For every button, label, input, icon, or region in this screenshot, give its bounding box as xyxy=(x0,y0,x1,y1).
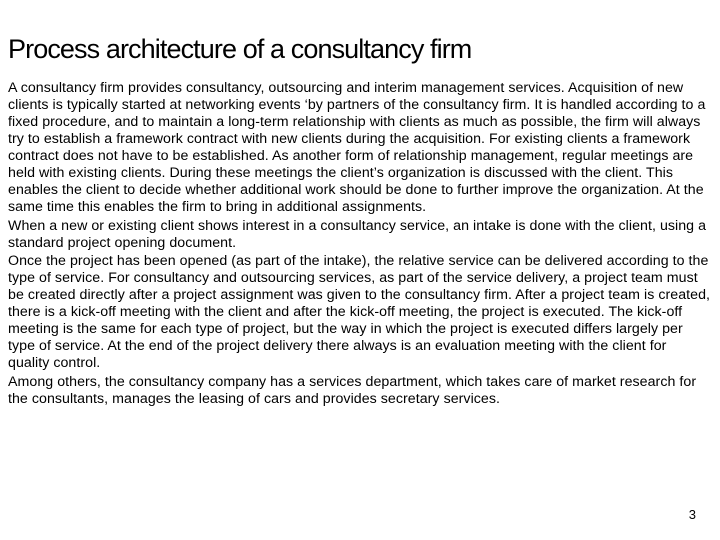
page-number: 3 xyxy=(688,507,696,522)
paragraph-intake: When a new or existing client shows interest in a consultancy service, an intake is done with the client, using a standard project opening document. xyxy=(8,217,707,251)
slide-title: Process architecture of a consultancy firm xyxy=(8,34,472,64)
paragraph-services-department: Among others, the consultancy company has a services department, which takes care of market research for the consultants, manages the leasing of cars and provides secretary services. xyxy=(8,373,697,407)
paragraph-acquisition: A consultancy firm provides consultancy, outsourcing and interim management services. Acquisition of new clients is typically started at networking events ‘by partners of the consultancy firm. It is handled according to a fixed procedure, and to maintain a long-term relationship with clients as much as possible, the firm will always try to establish a framework contract with new clients during the acquisition. For existing clients a framework contract does not have to be established. As another form of relationship management, regular meetings are held with existing clients. During these meetings the client’s organization is discussed with the client. This enables the client to decide whether additional work should be done to further improve the organization. At the same time this enables the firm to bring in additional assignments. xyxy=(8,80,706,215)
paragraph-service-delivery: Once the project has been opened (as part of the intake), the relative service can be delivered according to the type of service. For consultancy and outsourcing services, as part of the service delivery, a project team must be created directly after a project assignment was given to the consultancy firm. After a project team is created, there is a kick-off meeting with the client and after the kick-off meeting, the project is executed. The kick-off meeting is the same for each type of project, but the way in which the project is executed differs largely per type of service. At the end of the project delivery there always is an evaluation meeting with the client for quality control. xyxy=(8,253,711,371)
slide-body xyxy=(8,80,710,409)
